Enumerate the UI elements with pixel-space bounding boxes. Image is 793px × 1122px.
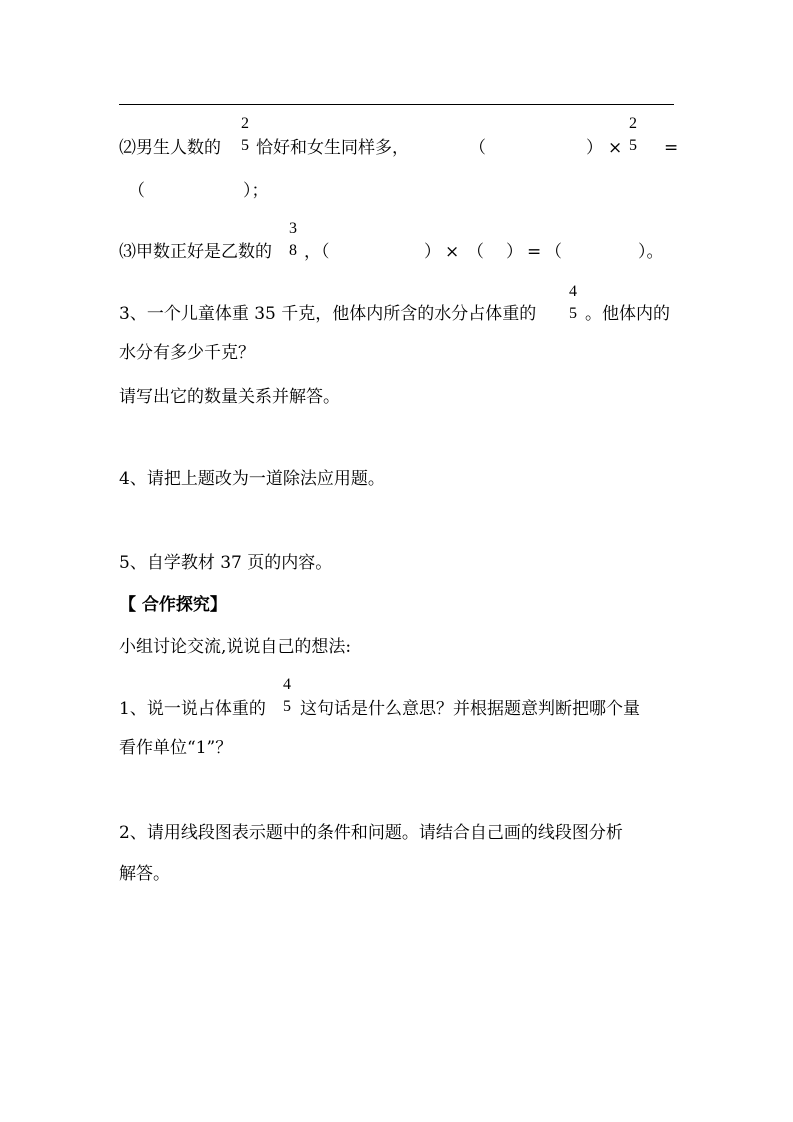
c1-text-part1: 1、说一说占体重的 — [119, 699, 266, 719]
q3-fraction-numerator: 4 — [569, 283, 577, 300]
q3-text-part1: 3、一个儿童体重 35 千克，他体内所含的水分占体重的 — [119, 304, 537, 324]
section-intro: 小组讨论交流,说说自己的想法: — [119, 637, 352, 657]
q2-3-close2: ） — [506, 242, 523, 262]
q4-text: 4、请把上题改为一道除法应用题。 — [119, 469, 385, 489]
q3-fraction-denominator: 5 — [569, 305, 577, 322]
c1-text-line2: 看作单位“1”？ — [119, 738, 233, 758]
q2-3-open1: ，（ — [304, 242, 330, 262]
q2-3-times: × — [445, 242, 460, 262]
q2-2-equals: = — [664, 138, 679, 158]
q2-2-paren-open: （ — [469, 138, 486, 158]
q2-3-label: ⑶甲数正好是乙数的 — [119, 242, 272, 262]
q2-3-open3: （ — [545, 242, 562, 262]
q2-2-fraction-numerator: 2 — [241, 115, 249, 132]
c1-text-part2: 这句话是什么意思？并根据题意判断把哪个量 — [300, 699, 640, 719]
c1-fraction-numerator: 4 — [283, 676, 291, 693]
q2-2-answer-close: ）； — [243, 181, 269, 201]
q2-3-fraction-denominator: 8 — [289, 242, 297, 259]
q3-instruction: 请写出它的数量关系并解答。 — [119, 387, 340, 407]
q5-text: 5、自学教材 37 页的内容。 — [119, 553, 333, 573]
q2-2-paren-close: ） — [586, 138, 603, 158]
q2-2-times: × — [608, 138, 623, 158]
header-rule — [119, 104, 674, 105]
q3-text-part2: 。他体内的 — [585, 304, 670, 324]
q2-3-open2: （ — [467, 242, 484, 262]
q2-3-close3: ）。 — [638, 242, 664, 262]
q2-2-answer-open: （ — [128, 181, 145, 201]
c1-fraction-denominator: 5 — [283, 698, 291, 715]
q2-2-text: 恰好和女生同样多， — [256, 138, 409, 158]
q2-2-fraction2-denominator: 5 — [629, 137, 637, 154]
q2-2-label: ⑵男生人数的 — [119, 138, 221, 158]
section-heading: 【 合作探究】 — [119, 595, 227, 615]
c2-text-line2: 解答。 — [119, 864, 170, 884]
c2-text-line1: 2、请用线段图表示题中的条件和问题。请结合自己画的线段图分析 — [119, 823, 623, 843]
q2-2-fraction-denominator: 5 — [241, 137, 249, 154]
q2-3-close1: ） — [424, 242, 441, 262]
q2-2-fraction2-numerator: 2 — [629, 115, 637, 132]
q3-text-line2: 水分有多少千克？ — [119, 343, 255, 363]
q2-3-equals: = — [527, 242, 542, 262]
q2-3-fraction-numerator: 3 — [289, 220, 297, 237]
